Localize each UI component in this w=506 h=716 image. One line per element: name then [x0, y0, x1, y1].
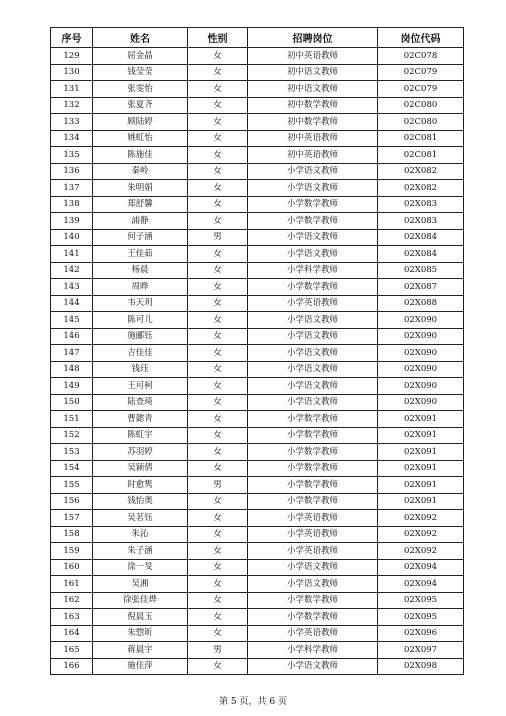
cell-name: 屈金晶 [93, 48, 188, 65]
cell-seq: 137 [51, 180, 93, 197]
cell-position: 小学语文教师 [248, 163, 378, 180]
cell-position: 小学英语教师 [248, 510, 378, 527]
cell-seq: 163 [51, 609, 93, 626]
cell-position-code: 02X091 [378, 493, 464, 510]
cell-position-code: 02X090 [378, 378, 464, 395]
cell-position-code: 02X094 [378, 559, 464, 576]
table-row [51, 48, 464, 65]
cell-gender: 男 [188, 642, 248, 659]
cell-name: 吴茗钰 [93, 510, 188, 527]
cell-name: 徐张佳烨 [93, 592, 188, 609]
cell-name: 吴湘 [93, 576, 188, 593]
cell-seq: 154 [51, 460, 93, 477]
cell-position: 初中语文教师 [248, 81, 378, 98]
table-row [51, 543, 464, 560]
cell-seq: 131 [51, 81, 93, 98]
cell-position-code: 02C080 [378, 97, 464, 114]
table-row [51, 576, 464, 593]
cell-name: 顾陆婷 [93, 114, 188, 131]
cell-seq: 160 [51, 559, 93, 576]
cell-name: 秦岭 [93, 163, 188, 180]
cell-seq: 157 [51, 510, 93, 527]
cell-position: 小学英语教师 [248, 295, 378, 312]
cell-position-code: 02C078 [378, 48, 464, 65]
cell-gender: 女 [188, 427, 248, 444]
cell-position-code: 02X091 [378, 477, 464, 494]
cell-gender: 女 [188, 295, 248, 312]
cell-gender: 男 [188, 229, 248, 246]
cell-name: 曹懿青 [93, 411, 188, 428]
cell-position: 小学语文教师 [248, 394, 378, 411]
table-row [51, 97, 464, 114]
cell-gender: 女 [188, 114, 248, 131]
table-row [51, 642, 464, 659]
cell-position: 初中英语教师 [248, 130, 378, 147]
cell-gender: 女 [188, 213, 248, 230]
cell-position-code: 02X096 [378, 625, 464, 642]
cell-position: 初中数学教师 [248, 114, 378, 131]
cell-seq: 135 [51, 147, 93, 164]
cell-position: 小学英语教师 [248, 526, 378, 543]
cell-name: 王可柯 [93, 378, 188, 395]
cell-gender: 女 [188, 246, 248, 263]
cell-position-code: 02X084 [378, 246, 464, 263]
cell-position: 小学英语教师 [248, 625, 378, 642]
cell-position-code: 02X097 [378, 642, 464, 659]
cell-seq: 136 [51, 163, 93, 180]
cell-seq: 147 [51, 345, 93, 362]
cell-position-code: 02X091 [378, 427, 464, 444]
table-row [51, 526, 464, 543]
cell-position-code: 02C081 [378, 130, 464, 147]
cell-gender: 女 [188, 180, 248, 197]
page-footer: 第 5 页，共 6 页 [219, 697, 287, 707]
cell-position: 小学数学教师 [248, 196, 378, 213]
table-row [51, 64, 464, 81]
cell-name: 徐一旻 [93, 559, 188, 576]
cell-seq: 162 [51, 592, 93, 609]
cell-position-code: 02X094 [378, 576, 464, 593]
cell-gender: 女 [188, 625, 248, 642]
header-position-code: 岗位代码 [378, 28, 464, 48]
cell-gender: 女 [188, 262, 248, 279]
cell-seq: 141 [51, 246, 93, 263]
cell-gender: 女 [188, 526, 248, 543]
cell-gender: 女 [188, 361, 248, 378]
cell-gender: 女 [188, 378, 248, 395]
cell-seq: 133 [51, 114, 93, 131]
cell-position-code: 02X090 [378, 394, 464, 411]
cell-name: 施郦钰 [93, 328, 188, 345]
table-row [51, 262, 464, 279]
cell-gender: 女 [188, 460, 248, 477]
cell-position-code: 02X087 [378, 279, 464, 296]
table-row [51, 510, 464, 527]
cell-position-code: 02C079 [378, 81, 464, 98]
cell-gender: 女 [188, 64, 248, 81]
cell-name: 吉佳佳 [93, 345, 188, 362]
cell-position: 小学数学教师 [248, 609, 378, 626]
table-row [51, 279, 464, 296]
cell-name: 蒋晨宇 [93, 642, 188, 659]
cell-name: 时愈隽 [93, 477, 188, 494]
cell-position-code: 02X092 [378, 526, 464, 543]
table-row [51, 658, 464, 675]
cell-name: 周晔 [93, 279, 188, 296]
cell-gender: 女 [188, 609, 248, 626]
cell-seq: 165 [51, 642, 93, 659]
cell-position: 小学数学教师 [248, 477, 378, 494]
cell-gender: 女 [188, 543, 248, 560]
cell-position: 小学科学教师 [248, 642, 378, 659]
cell-position-code: 02X082 [378, 180, 464, 197]
cell-position: 小学语文教师 [248, 658, 378, 675]
table-row [51, 411, 464, 428]
table-row [51, 477, 464, 494]
cell-position: 初中英语教师 [248, 147, 378, 164]
table-row [51, 625, 464, 642]
cell-seq: 155 [51, 477, 93, 494]
cell-gender: 女 [188, 48, 248, 65]
table-row [51, 427, 464, 444]
cell-position: 小学科学教师 [248, 262, 378, 279]
cell-gender: 女 [188, 559, 248, 576]
cell-seq: 138 [51, 196, 93, 213]
table-row [51, 493, 464, 510]
cell-position-code: 02X098 [378, 658, 464, 675]
table-row [51, 246, 464, 263]
cell-gender: 女 [188, 345, 248, 362]
cell-seq: 143 [51, 279, 93, 296]
header-row [51, 28, 464, 48]
table-row [51, 460, 464, 477]
cell-name: 朱明娟 [93, 180, 188, 197]
cell-seq: 158 [51, 526, 93, 543]
cell-name: 郑舒馨 [93, 196, 188, 213]
cell-position-code: 02X083 [378, 196, 464, 213]
cell-name: 施佳萍 [93, 658, 188, 675]
cell-name: 王佳茹 [93, 246, 188, 263]
cell-name: 张雯怡 [93, 81, 188, 98]
cell-seq: 130 [51, 64, 93, 81]
cell-name: 浦静 [93, 213, 188, 230]
table-row [51, 559, 464, 576]
header-position: 招聘岗位 [248, 28, 378, 48]
cell-seq: 150 [51, 394, 93, 411]
cell-name: 杨晨 [93, 262, 188, 279]
table-row [51, 130, 464, 147]
cell-name: 朱惣昕 [93, 625, 188, 642]
table-row [51, 312, 464, 329]
cell-seq: 161 [51, 576, 93, 593]
cell-seq: 164 [51, 625, 93, 642]
cell-name: 陆查琦 [93, 394, 188, 411]
cell-position: 小学英语教师 [248, 543, 378, 560]
cell-position: 小学数学教师 [248, 411, 378, 428]
cell-gender: 女 [188, 658, 248, 675]
cell-seq: 140 [51, 229, 93, 246]
cell-name: 倪晨玉 [93, 609, 188, 626]
table-body [51, 48, 464, 675]
cell-position-code: 02X083 [378, 213, 464, 230]
table-row [51, 361, 464, 378]
cell-seq: 132 [51, 97, 93, 114]
cell-gender: 女 [188, 312, 248, 329]
cell-name: 陈虹宇 [93, 427, 188, 444]
cell-position-code: 02X088 [378, 295, 464, 312]
table-row [51, 114, 464, 131]
cell-name: 何子涵 [93, 229, 188, 246]
cell-position-code: 02X091 [378, 460, 464, 477]
cell-position: 小学数学教师 [248, 279, 378, 296]
cell-position-code: 02X091 [378, 444, 464, 461]
cell-gender: 女 [188, 510, 248, 527]
cell-position: 小学数学教师 [248, 444, 378, 461]
table-row [51, 196, 464, 213]
cell-seq: 149 [51, 378, 93, 395]
cell-position-code: 02X091 [378, 411, 464, 428]
cell-position: 小学语文教师 [248, 229, 378, 246]
cell-position: 小学数学教师 [248, 460, 378, 477]
table-row [51, 213, 464, 230]
cell-seq: 144 [51, 295, 93, 312]
cell-name: 张夏齐 [93, 97, 188, 114]
cell-seq: 166 [51, 658, 93, 675]
table-row [51, 345, 464, 362]
cell-position-code: 02X085 [378, 262, 464, 279]
cell-position: 小学数学教师 [248, 493, 378, 510]
cell-gender: 女 [188, 394, 248, 411]
table-row [51, 394, 464, 411]
cell-gender: 女 [188, 576, 248, 593]
cell-gender: 女 [188, 130, 248, 147]
cell-name: 韦天玥 [93, 295, 188, 312]
cell-position: 小学语文教师 [248, 180, 378, 197]
header-name: 姓名 [93, 28, 188, 48]
cell-name: 陈施佳 [93, 147, 188, 164]
cell-position: 小学语文教师 [248, 246, 378, 263]
cell-seq: 146 [51, 328, 93, 345]
cell-position-code: 02X084 [378, 229, 464, 246]
cell-gender: 女 [188, 81, 248, 98]
roster-table [50, 27, 464, 675]
cell-position: 初中语文教师 [248, 64, 378, 81]
cell-position: 小学语文教师 [248, 361, 378, 378]
cell-name: 苏羽婷 [93, 444, 188, 461]
table-row [51, 328, 464, 345]
cell-name: 钱怡奥 [93, 493, 188, 510]
cell-gender: 女 [188, 444, 248, 461]
table-row [51, 163, 464, 180]
cell-position: 小学语文教师 [248, 345, 378, 362]
cell-gender: 女 [188, 196, 248, 213]
cell-name: 朱沁 [93, 526, 188, 543]
cell-name: 钱珏 [93, 361, 188, 378]
cell-seq: 156 [51, 493, 93, 510]
cell-gender: 女 [188, 163, 248, 180]
cell-position: 小学数学教师 [248, 213, 378, 230]
header-gender: 性别 [188, 28, 248, 48]
cell-position-code: 02X082 [378, 163, 464, 180]
cell-position-code: 02C079 [378, 64, 464, 81]
cell-gender: 男 [188, 477, 248, 494]
cell-seq: 153 [51, 444, 93, 461]
table-row [51, 229, 464, 246]
cell-position: 小学语文教师 [248, 328, 378, 345]
cell-seq: 134 [51, 130, 93, 147]
cell-position: 小学语文教师 [248, 378, 378, 395]
cell-seq: 129 [51, 48, 93, 65]
cell-position-code: 02X090 [378, 361, 464, 378]
cell-gender: 女 [188, 97, 248, 114]
cell-position-code: 02C080 [378, 114, 464, 131]
cell-gender: 女 [188, 279, 248, 296]
table-row [51, 81, 464, 98]
cell-seq: 151 [51, 411, 93, 428]
cell-position: 小学数学教师 [248, 427, 378, 444]
cell-position: 小学语文教师 [248, 559, 378, 576]
cell-position-code: 02X092 [378, 510, 464, 527]
cell-position-code: 02X092 [378, 543, 464, 560]
cell-position: 初中英语教师 [248, 48, 378, 65]
cell-gender: 女 [188, 493, 248, 510]
cell-seq: 159 [51, 543, 93, 560]
cell-seq: 139 [51, 213, 93, 230]
cell-position: 小学语文教师 [248, 576, 378, 593]
cell-seq: 142 [51, 262, 93, 279]
cell-gender: 女 [188, 147, 248, 164]
cell-name: 姚虹怡 [93, 130, 188, 147]
cell-gender: 女 [188, 411, 248, 428]
cell-position-code: 02X095 [378, 609, 464, 626]
cell-seq: 152 [51, 427, 93, 444]
cell-gender: 女 [188, 592, 248, 609]
table-row [51, 444, 464, 461]
cell-position-code: 02X090 [378, 345, 464, 362]
table-row [51, 147, 464, 164]
cell-position: 小学数学教师 [248, 592, 378, 609]
table-row [51, 609, 464, 626]
table-row [51, 180, 464, 197]
cell-position: 小学语文教师 [248, 312, 378, 329]
cell-position-code: 02X090 [378, 312, 464, 329]
cell-position-code: 02X090 [378, 328, 464, 345]
cell-seq: 145 [51, 312, 93, 329]
table-row [51, 295, 464, 312]
table-row [51, 378, 464, 395]
header-seq: 序号 [51, 28, 93, 48]
cell-name: 朱子涵 [93, 543, 188, 560]
cell-name: 吴颖倩 [93, 460, 188, 477]
cell-seq: 148 [51, 361, 93, 378]
table-row [51, 592, 464, 609]
cell-name: 钱莹莹 [93, 64, 188, 81]
cell-gender: 女 [188, 328, 248, 345]
cell-position-code: 02X095 [378, 592, 464, 609]
cell-position-code: 02C081 [378, 147, 464, 164]
cell-position: 初中数学教师 [248, 97, 378, 114]
cell-name: 陈可儿 [93, 312, 188, 329]
